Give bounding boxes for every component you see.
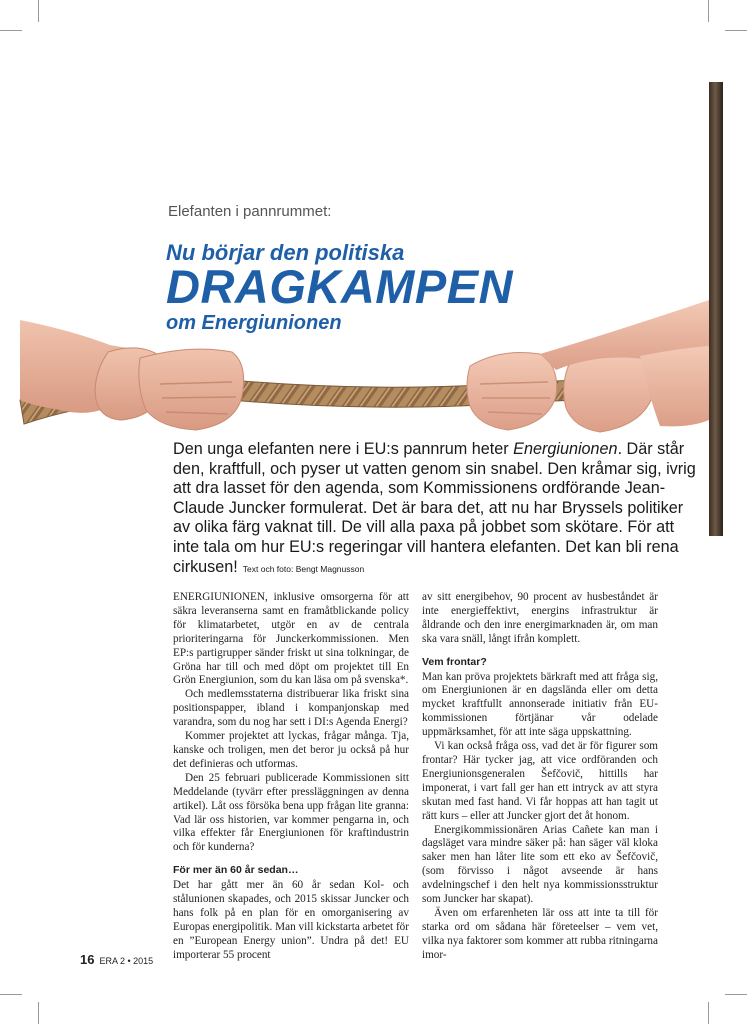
subheading: Vem frontar? [422, 655, 487, 668]
subheading: För mer än 60 år sedan… [173, 864, 299, 877]
page-number: 16 [80, 952, 95, 967]
paragraph: Man kan pröva projektets bärkraft med att fråga sig, om Energiunionen är en dagslända eller om detta mycket kraftfullt annonserade initiativ från EU-kommissionen förtjänar vår odelade uppmärksamhet, för att inte säga uppskattning. [422, 670, 658, 739]
crop-mark [38, 0, 39, 22]
lead-paragraph: Den unga elefanten nere i EU:s pannrum heter Energiunionen. Där står den, kraftfull, och pyser ut vatten genom sin snabel. Den kråmar sig, ivrig att dra lasset för den agenda, som Kommissionens ordförande Jean-Claude Juncker formulerat. Det är bara det, att nu har Bryssels politiker av olika färg vaknat till. De vill alla paxa på jobbet som skötare. För att inte tala om hur EU:s regeringar vill hantera elefanten. Det kan bli rena cirkusen! Text och foto: Bengt Magnusson [173, 440, 696, 576]
paragraph: Den 25 februari publicerade Kommissionen sitt Meddelande (tyvärr efter pressläggningen av denna artikel). Låt oss försöka bena upp frågan lite granna: Vad lär oss historien, var kommer pengarna in, och vilka effekter får Energiunionen för kraftindustrin och för kunderna? [173, 771, 409, 854]
crop-mark [725, 30, 747, 31]
wooden-post-edge [709, 82, 723, 536]
body-column-left [173, 591, 409, 963]
crop-mark [725, 994, 747, 995]
right-hand [467, 353, 557, 431]
paragraph: av sitt energibehov, 90 procent av husbeståndet är inte energieffektivt, energins infrastruktur är åldrande och den inre energimarknaden är, om man ska vara snäll, långt ifrån komplett. [422, 591, 658, 645]
title-line-3: om Energiunionen [166, 312, 342, 334]
paragraph: ENERGIUNIONEN, inklusive omsorgerna för att säkra leveranserna samt en framåtblickande policy för klimatarbetet, utgör en av de centrala prioriteringarna för Junckerkommissionen. Men EP:s partigrupper sänder friskt ut sina tolkningar, de Gröna har till och med döpt om projektet till En Grön Energiunion, som du kan läsa om på svenska*. [173, 591, 409, 687]
photo-credit: Text och foto: Bengt Magnusson [242, 563, 365, 574]
crop-mark [0, 994, 22, 995]
paragraph: Det har gått mer än 60 år sedan Kol- och stålunionen skapades, och 2015 skissar Juncker och hans folk på en plan för en omorganisering av Europas energipolitik. Man vill kickstarta arbetet för en ”European Energy union”. Undra på det! EU importerar 55 procent [173, 879, 409, 961]
article-kicker: Elefanten i pannrummet: [168, 203, 332, 220]
left-hand [139, 349, 244, 430]
paragraph: Och medlemsstaterna distribuerar lika friskt sina positionspapper, ibland i kompanjonskap med varandra, som du nog har sett i DI:s Agenda Energi? [173, 688, 409, 729]
crop-mark [0, 30, 22, 31]
body-column-right [422, 591, 658, 963]
crop-mark [38, 1002, 39, 1024]
issue-label: ERA 2 • 2015 [99, 956, 154, 966]
crop-mark [708, 1002, 709, 1024]
paragraph: Vi kan också fråga oss, vad det är för figurer som frontar? Här tycker jag, att vice ordföranden och Energiunionsgeneralen Šefčovič, hittills har imponerat, i vart fall ger han ett intryck av att styra skutan med fast hand. Vi får hoppas att han tagit ut rätt kurs – eller att Juncker gjort det åt honom. [422, 740, 658, 822]
paragraph: Energikommissionären Arias Cañete kan man i dagsläget vara mindre säker på: han säger väl kloka saker men han låter lite som ett eko av Šefčovič, (som förvisso i något avseende är hans avdelningschef i den helt nya kommissionsstruktur som Juncker har skapat). [422, 823, 658, 906]
tug-of-war-photo [0, 300, 709, 455]
title-main: DRAGKAMPEN [166, 260, 514, 313]
page-footer [80, 952, 153, 967]
crop-mark [708, 0, 709, 22]
title-line-1: Nu börjar den politiska [166, 240, 405, 265]
paragraph: Kommer projektet att lyckas, frågar många. Tja, kanske och troligen, men det beror ju också på hur det definieras och utformas. [173, 730, 409, 770]
paragraph: Även om erfarenheten lär oss att inte ta till för starka ord om sådana här företeelser – vem vet, vilka nya faktorer som kommer att rubba ritningarna imor- [422, 906, 658, 961]
